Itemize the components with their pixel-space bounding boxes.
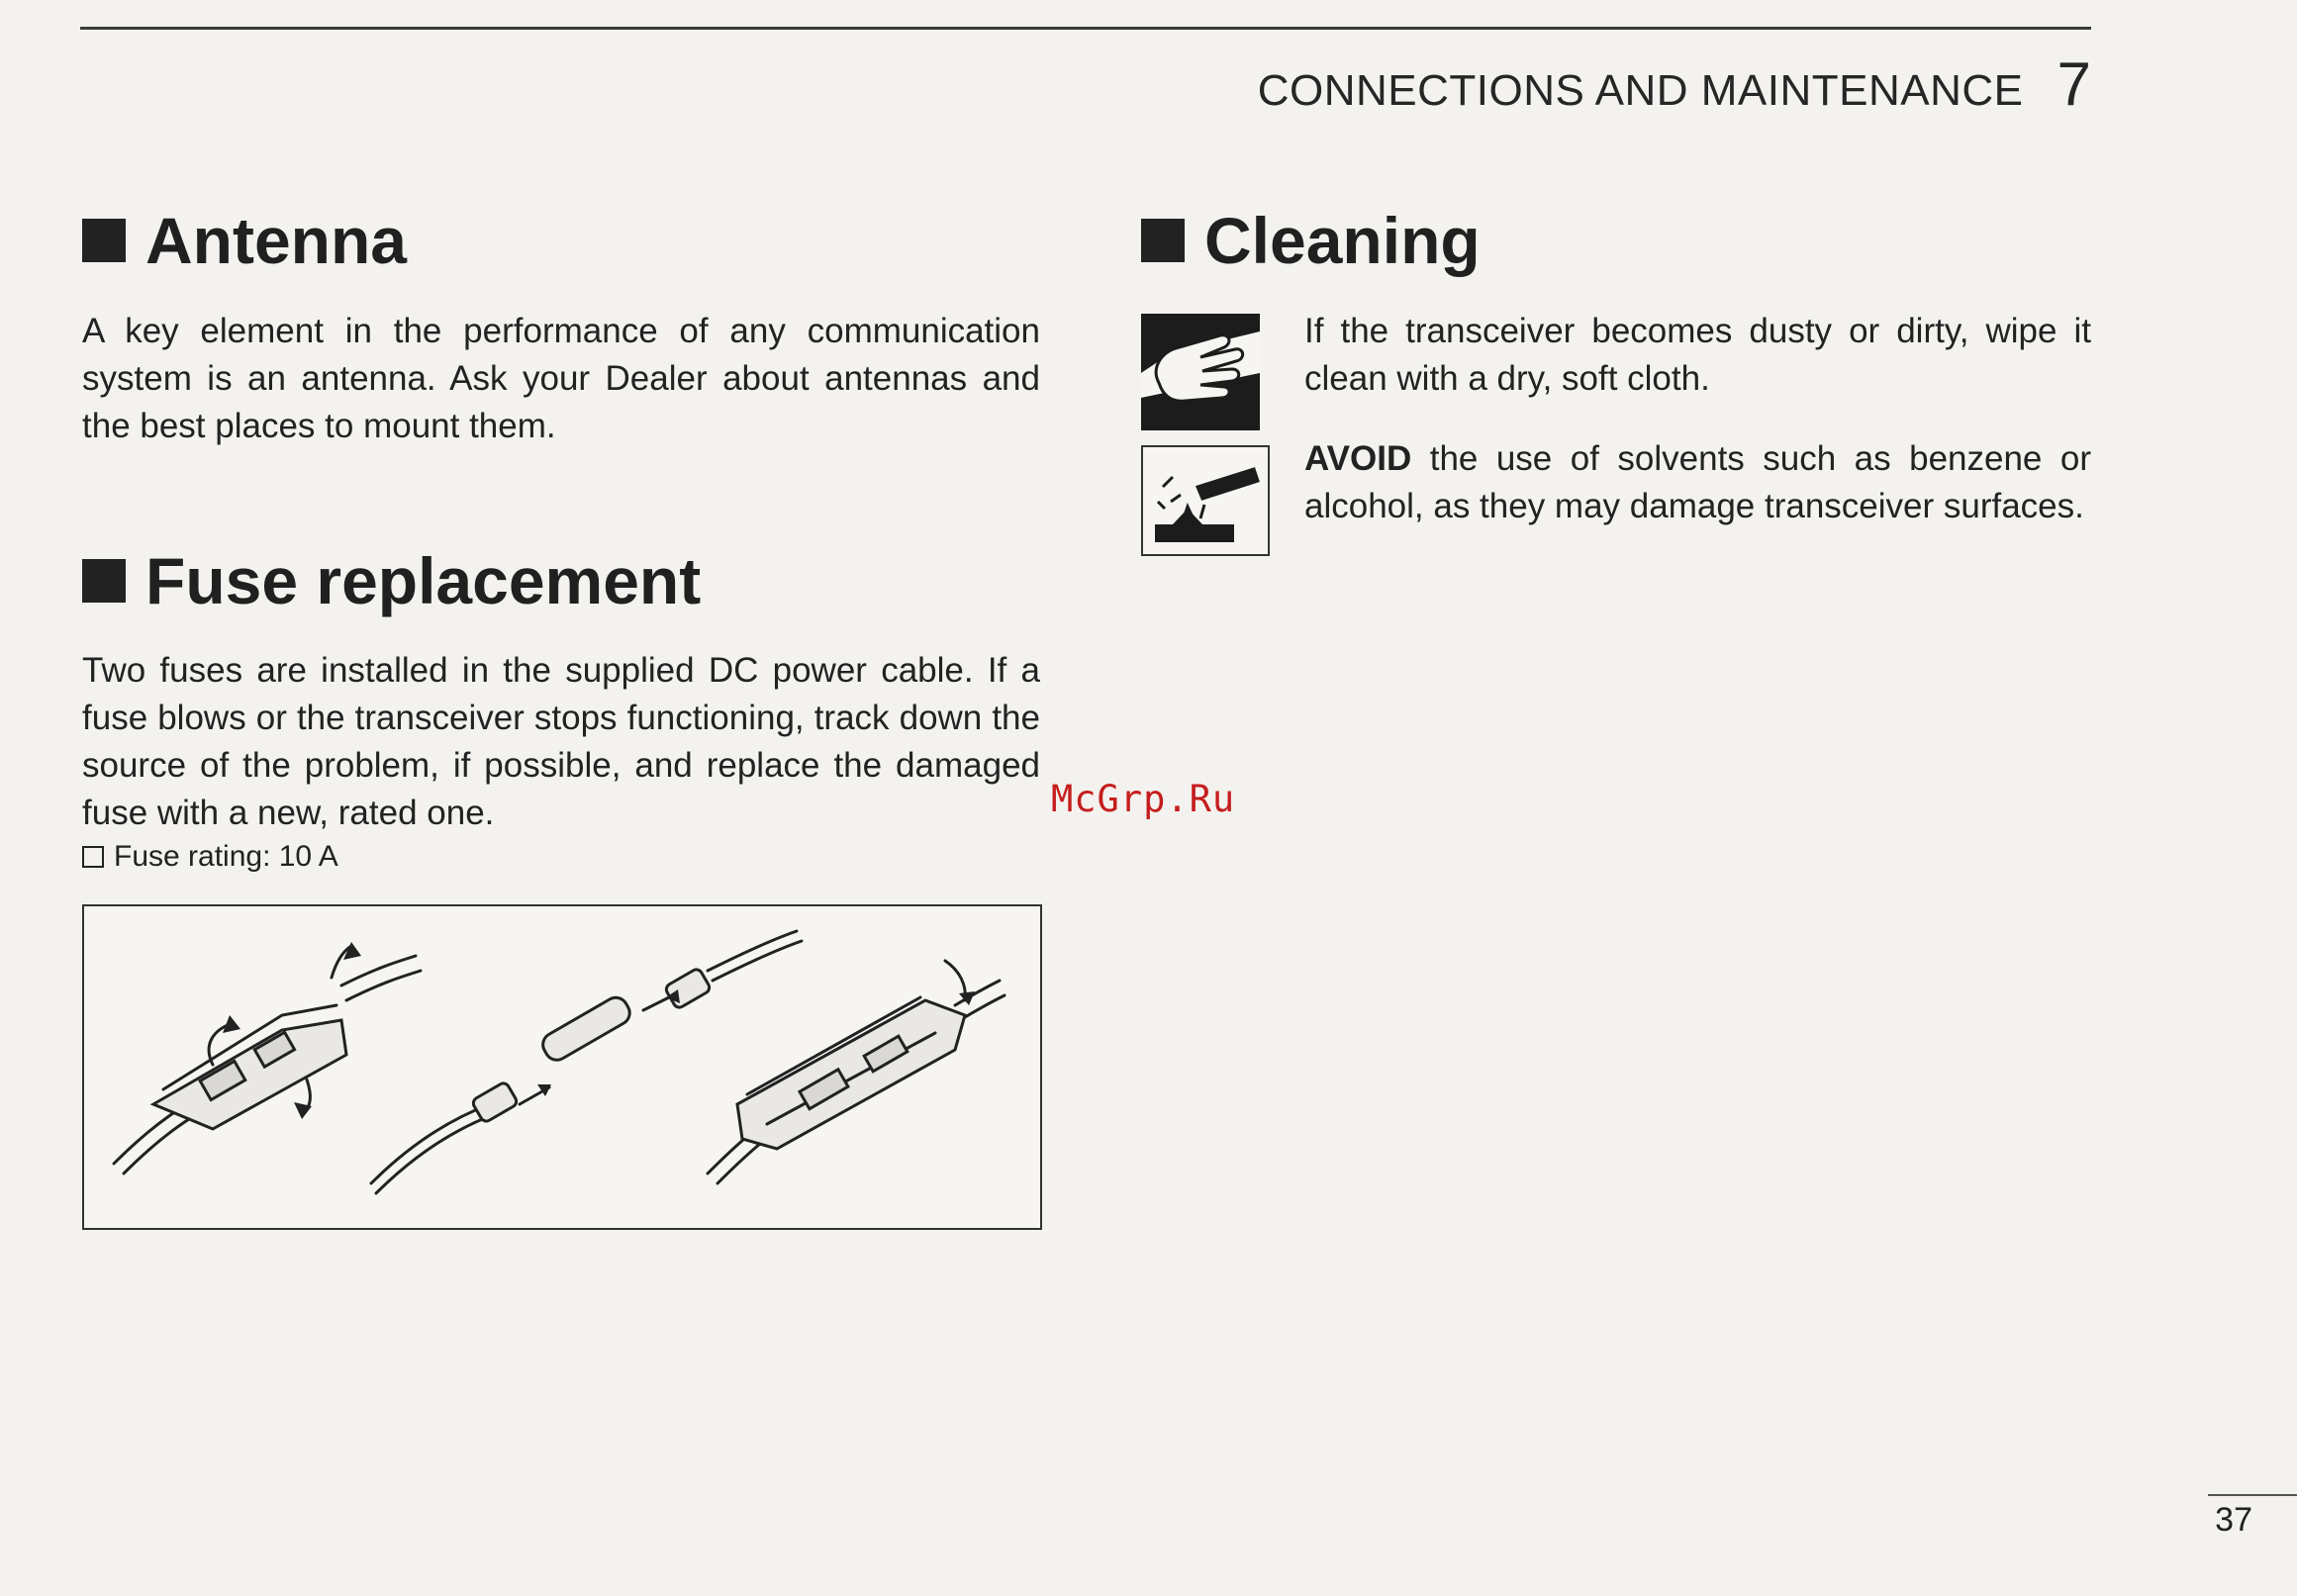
- footer-rule: [2208, 1494, 2297, 1496]
- cleaning-avoid-paragraph: [1304, 435, 2091, 530]
- checkbox-icon: [82, 846, 104, 868]
- watermark: McGrp.Ru: [1051, 778, 1236, 820]
- antenna-paragraph: A key element in the performance of any communication system is an antenna. Ask your Dealer about antennas and the best places to mount them.: [82, 312, 1040, 445]
- fuse-rating: [82, 840, 338, 874]
- page-number: 37: [2215, 1501, 2252, 1539]
- fuse-heading: [82, 543, 701, 618]
- solvent-warning-icon: [1141, 445, 1270, 556]
- fuse-rating-text: Fuse rating: 10 A: [114, 840, 338, 873]
- avoid-text: the use of solvents such as benzene or alcohol, as they may damage transceiver surfaces.: [1304, 439, 2091, 525]
- chapter-number: 7: [2057, 50, 2091, 119]
- avoid-word: AVOID: [1304, 439, 1412, 478]
- antenna-heading: [82, 203, 407, 278]
- fuse-paragraph: Two fuses are installed in the supplied DC power cable. If a fuse blows or the transceiver stops functioning, track down the source of the problem, if possible, and replace the damaged fuse with a new, rated one.: [82, 651, 1040, 832]
- square-bullet-icon: [82, 559, 126, 603]
- top-rule: [80, 27, 2091, 30]
- square-bullet-icon: [82, 219, 126, 262]
- cleaning-heading-text: Cleaning: [1204, 204, 1481, 277]
- wipe-cloth-icon: [1141, 314, 1260, 430]
- fuse-heading-text: Fuse replacement: [145, 544, 702, 617]
- cleaning-heading: [1141, 203, 1481, 278]
- cleaning-paragraph: If the transceiver becomes dusty or dirty, wipe it clean with a dry, soft cloth.: [1304, 312, 2091, 398]
- chapter-header: [1258, 49, 2091, 120]
- square-bullet-icon: [1141, 219, 1185, 262]
- antenna-heading-text: Antenna: [145, 204, 407, 277]
- fuse-diagram-svg: [84, 906, 1040, 1228]
- fuse-holder-diagram: [82, 904, 1042, 1230]
- chapter-title: CONNECTIONS AND MAINTENANCE: [1257, 66, 2024, 115]
